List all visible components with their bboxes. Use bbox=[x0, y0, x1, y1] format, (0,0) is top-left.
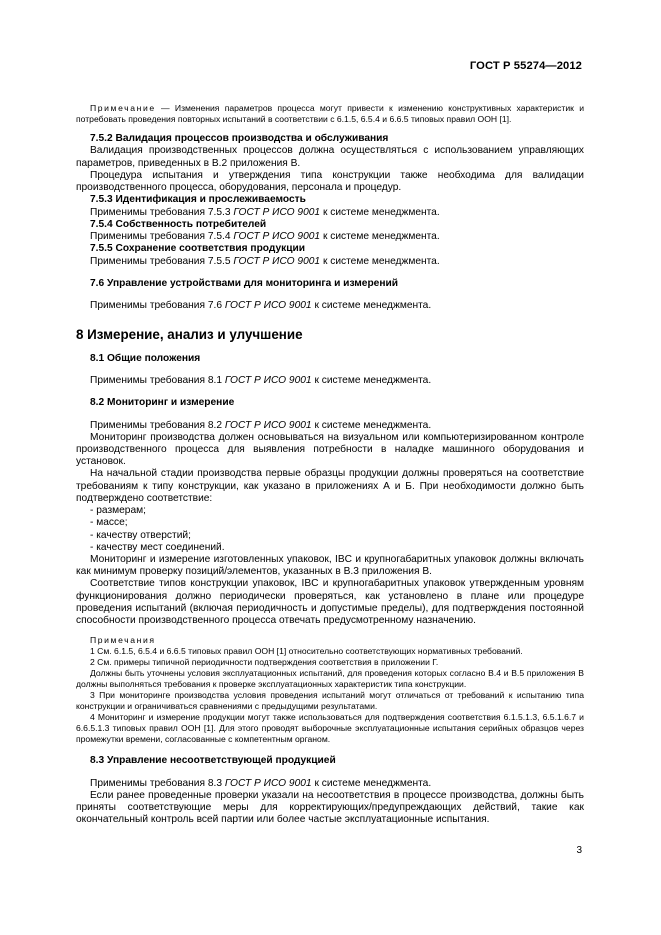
paragraph: Валидация производственных процессов должна осуществляться с использованием управляющих параметров, приведенных в В.2 приложения В. bbox=[76, 145, 584, 169]
standard-reference: ГОСТ Р ИСО 9001 bbox=[233, 206, 321, 218]
note-item: 3 При мониторинге производства условия проведения испытаний могут отличаться от требований к испытанию типа конструкции и ограничиваться сравнениями с предыдущими результатами. bbox=[76, 690, 584, 712]
paragraph: Применимы требования 7.5.5 ГОСТ Р ИСО 9001 к системе менеджмента. bbox=[90, 255, 440, 267]
paragraph: Применимы требования 8.2 ГОСТ Р ИСО 9001 к системе менеджмента. bbox=[90, 419, 432, 431]
standard-reference: ГОСТ Р ИСО 9001 bbox=[233, 231, 321, 243]
paragraph: Соответствие типов конструкции упаковок, IBC и крупногабаритных упаковок утвержденным уровням функционирования должно периодически проверяться, как установлено в плане или процедуре проведения испытаний (включая периодичность и допустимые пределы), для подтверждения постоянной способности производственного процесса отвечать предусмотренному назначению. bbox=[76, 578, 584, 626]
paragraph: Мониторинг производства должен основываться на визуальном или компьютеризированном контроле производственного процесса для выявления потребности в наладке машинного оборудования и установок. bbox=[76, 431, 584, 468]
note-item: 2 См. примеры типичной периодичности подтверждения соответствия в приложении Г. bbox=[90, 657, 439, 668]
heading-7-5-3: 7.5.3 Идентификация и прослеживаемость bbox=[90, 194, 306, 206]
document-code: ГОСТ Р 55274—2012 bbox=[469, 60, 582, 72]
heading-7-5-2: 7.5.2 Валидация процессов производства и обслуживания bbox=[90, 133, 389, 144]
heading-7-5-4: 7.5.4 Собственность потребителей bbox=[90, 218, 267, 230]
heading-section-8: 8 Измерение, анализ и улучшение bbox=[76, 326, 303, 342]
standard-reference: ГОСТ Р ИСО 9001 bbox=[224, 300, 312, 312]
paragraph: На начальной стадии производства первые образцы продукции должны проверяться на соответствие требованиям к типу конструкции, как указано в приложениях А и Б. При необходимости должно быть подтверждено соответствие: bbox=[76, 468, 584, 504]
note-label: Примечание bbox=[90, 103, 156, 113]
notes-label: Примечания bbox=[90, 635, 156, 646]
heading-8-1: 8.1 Общие положения bbox=[90, 352, 201, 364]
note-process-parameters: Примечание — Изменения параметров процесса могут привести к изменению конструктивных характеристик и потребовать проведения повторных испытаний в соответствии с 6.1.5, 6.5.4 и 6.6.5 типовых правил ООН [1]. bbox=[76, 103, 584, 124]
paragraph: Применимы требования 7.6 ГОСТ Р ИСО 9001 к системе менеджмента. bbox=[90, 300, 432, 312]
list-item: - качеству отверстий; bbox=[90, 529, 191, 541]
standard-reference: ГОСТ Р ИСО 9001 bbox=[224, 777, 312, 789]
page-content bbox=[76, 103, 584, 826]
page-number: 3 bbox=[576, 845, 582, 856]
paragraph: Применимы требования 8.3 ГОСТ Р ИСО 9001 к системе менеджмента. bbox=[90, 777, 432, 789]
paragraph: Применимы требования 8.1 ГОСТ Р ИСО 9001 к системе менеджмента. bbox=[90, 375, 432, 387]
paragraph: Мониторинг и измерение изготовленных упаковок, IBC и крупногабаритных упаковок должны включать как минимум проверку позиций/элементов, указанных в В.3 приложения В. bbox=[76, 553, 584, 578]
paragraph: Процедура испытания и утверждения типа конструкции также необходима для валидации производственного процесса, оборудования, персонала и процедур. bbox=[76, 169, 584, 194]
heading-8-3: 8.3 Управление несоответствующей продукцией bbox=[90, 755, 336, 767]
note-item: 1 См. 6.1.5, 6.5.4 и 6.6.5 типовых правил ООН [1] относительно соответствующих нормативных требований. bbox=[90, 646, 523, 657]
paragraph: Применимы требования 7.5.3 ГОСТ Р ИСО 9001 к системе менеджмента. bbox=[90, 206, 440, 218]
heading-8-2: 8.2 Мониторинг и измерение bbox=[90, 397, 235, 409]
heading-7-6: 7.6 Управление устройствами для мониторинга и измерений bbox=[90, 278, 399, 290]
heading-7-5-5: 7.5.5 Сохранение соответствия продукции bbox=[90, 243, 306, 255]
paragraph: Применимы требования 7.5.4 ГОСТ Р ИСО 9001 к системе менеджмента. bbox=[90, 231, 440, 243]
paragraph: Если ранее проведенные проверки указали на несоответствия в процессе производства, должны быть приняты соответствующие меры для корректирующих/предупреждающих действий, такие как окончательный контроль всей партии или более частые эксплуатационные испытания. bbox=[76, 789, 584, 826]
note-item: 4 Мониторинг и измерение продукции могут также использоваться для подтверждения соответствия 6.1.5.1.3, 6.5.1.6.7 и 6.6.5.1.3 типовых правил ООН [1]. Для этого проводят выборочные эксплуатационные испытания серийных образцов через промежутки времени, согласованные с компетентным органом. bbox=[76, 712, 584, 745]
standard-reference: ГОСТ Р ИСО 9001 bbox=[224, 419, 312, 431]
note-item: Должны быть уточнены условия эксплуатационных испытаний, для проведения которых согласно В.4 и В.5 приложения В должны выполняться требования к проверке эксплуатационных характеристик типа конструкции. bbox=[76, 668, 584, 690]
standard-reference: ГОСТ Р ИСО 9001 bbox=[233, 255, 321, 267]
standard-reference: ГОСТ Р ИСО 9001 bbox=[224, 375, 312, 387]
list-item: - массе; bbox=[90, 517, 128, 529]
list-item: - размерам; bbox=[90, 505, 146, 517]
list-item: - качеству мест соединений. bbox=[90, 541, 225, 553]
